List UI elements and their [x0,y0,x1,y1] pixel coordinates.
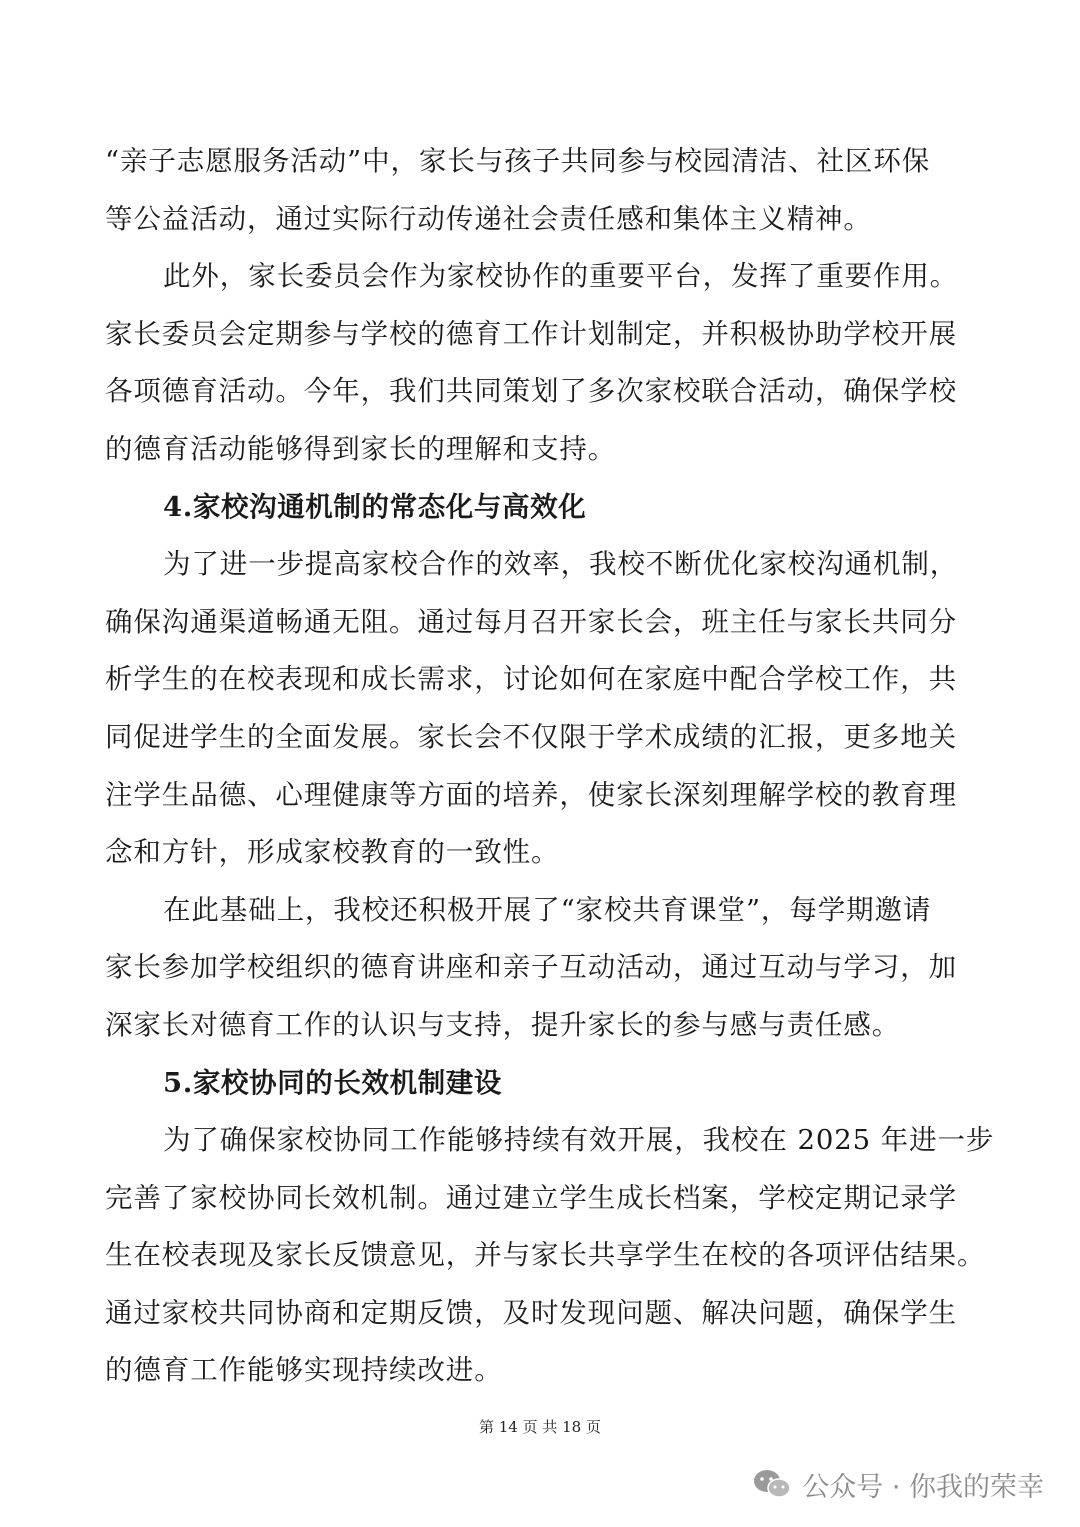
watermark-text: 公众号 · 你我的荣幸 [802,1471,1044,1503]
text-line: 在此基础上，我校还积极开展了“家校共育课堂”，每学期邀请 [163,893,932,926]
wechat-icon [752,1467,792,1501]
text-line: 的德育活动能够得到家长的理解和支持。 [105,432,617,465]
text-line: 析学生的在校表现和成长需求，讨论如何在家庭中配合学校工作，共 [105,663,957,696]
text-line: 念和方针，形成家校教育的一致性。 [105,836,560,869]
text-line: 家长委员会定期参与学校的德育工作计划制定，并积极协助学校开展 [105,317,957,350]
text-line: 注学生品德、心理健康等方面的培养，使家长深刻理解学校的教育理 [105,778,957,811]
section-heading: 5.家校协同的长效机制建设 [163,1066,503,1099]
text-line: 完善了家校协同长效机制。通过建立学生成长档案，学校定期记录学 [105,1181,957,1214]
text-line: 为了确保家校协同工作能够持续有效开展，我校在 2025 年进一步 [163,1124,995,1157]
text-line: 深家长对德育工作的认识与支持，提升家长的参与感与责任感。 [105,1008,901,1041]
text-line: 生在校表现及家长反馈意见，并与家长共享学生在校的各项评估结果。 [105,1239,986,1272]
text-line: 等公益活动，通过实际行动传递社会责任感和集体主义精神。 [105,202,872,235]
text-line: 确保沟通渠道畅通无阻。通过每月召开家长会，班主任与家长共同分 [105,605,957,638]
text-line: 家长参加学校组织的德育讲座和亲子互动活动，通过互动与学习，加 [105,951,957,984]
text-line: 的德育工作能够实现持续改进。 [105,1354,503,1387]
text-line: “亲子志愿服务活动”中，家长与孩子共同参与校园清洁、社区环保 [105,145,931,177]
text-line: 为了进一步提高家校合作的效率，我校不断优化家校沟通机制， [163,548,959,581]
text-line: 此外，家长委员会作为家校协作的重要平台，发挥了重要作用。 [163,260,959,293]
text-line: 同促进学生的全面发展。家长会不仅限于学术成绩的汇报，更多地关 [105,720,957,753]
section-heading: 4.家校沟通机制的常态化与高效化 [163,490,587,523]
watermark [752,1462,1044,1506]
text-line: 各项德育活动。今年，我们共同策划了多次家校联合活动，确保学校 [105,375,957,408]
document-body [105,133,995,1400]
page-number-footer: 第 14 页 共 18 页 [478,1418,601,1436]
text-line: 通过家校共同协商和定期反馈，及时发现问题、解决问题，确保学生 [105,1296,957,1329]
